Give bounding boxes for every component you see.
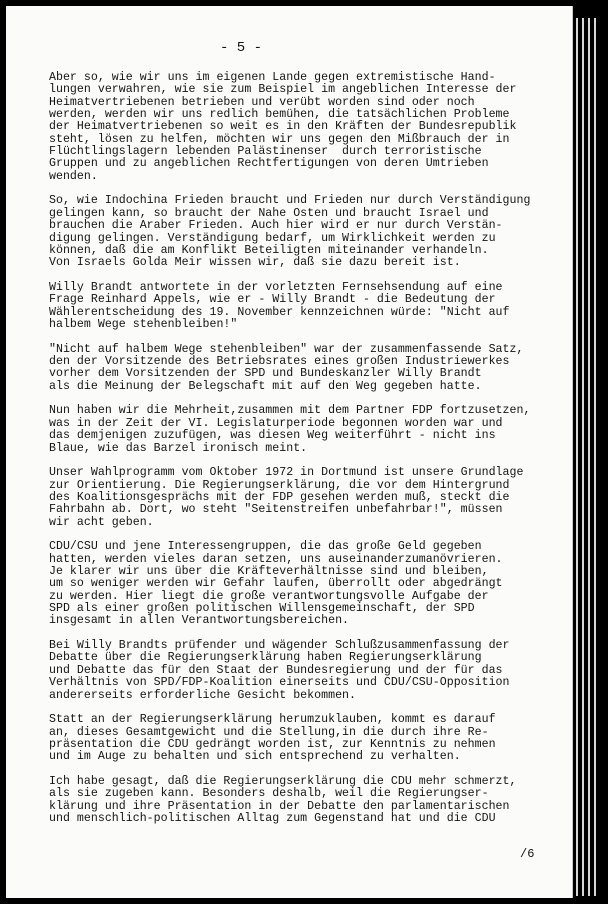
text-line: Blaue, wie das Barzel ironisch meint. <box>49 441 308 455</box>
text-line: Heimatvertriebenen betrieben und verübt worden sind oder noch <box>49 95 475 109</box>
text-line: zur Orientierung. Die Regierungserklärung, die vor dem Hintergrund <box>49 478 510 492</box>
text-line: klärung und ihre Präsentation in der Debatte den parlamentarischen <box>49 799 510 813</box>
paragraph <box>49 640 569 702</box>
text-line: hatten, werden vieles daran setzen, uns auseinanderzumanövrieren. <box>49 552 503 566</box>
continuation-mark: /6 <box>520 847 535 861</box>
text-line: als die Meinung der Belegschaft mit auf den Weg gegeben hatte. <box>49 379 482 393</box>
text-line: als sie zugeben kann. Besonders deshalb, weil die Regierungser- <box>49 787 489 801</box>
text-line: halbem Wege stehenbleiben!" <box>49 317 238 331</box>
page-stack-edge <box>594 18 596 896</box>
text-line: CDU/CSU und jene Interessengruppen, die das große Geld gegeben <box>49 540 482 554</box>
text-line: wir acht geben. <box>49 515 154 529</box>
text-line: Flüchtlingslagern lebenden Palästinenser durch terroristische <box>49 145 482 159</box>
text-line: den der Vorsitzende des Betriebsrates eines großen Industriewerkes <box>49 355 510 369</box>
page-stack-edge <box>588 18 590 896</box>
text-line: werden, werden wir uns redlich bemühen, die tatsächlichen Probleme <box>49 108 510 122</box>
text-line: Von Israels Golda Meir wissen wir, daß sie dazu bereit ist. <box>49 256 461 270</box>
paragraph <box>49 405 569 454</box>
text-line: Aber so, wie wir uns im eigenen Lande gegen extremistische Hand- <box>49 71 496 84</box>
paragraph <box>49 72 569 183</box>
paragraph <box>49 344 569 393</box>
text-line: präsentation die CDU gedrängt worden ist, zur Kenntnis zu nehmen <box>49 737 496 751</box>
text-line: Gruppen und zu angeblichen Rechtfertigungen von deren Umtrieben <box>49 157 489 171</box>
text-line: zu werden. Hier liegt die große verantwortungsvolle Aufgabe der <box>49 589 489 603</box>
page-stack-edge <box>582 18 584 896</box>
text-line: und im Auge zu behalten und sich entsprechend zu verhalten. <box>49 750 461 764</box>
text-line: der Heimatvertriebenen so weit es in den Kräften der Bundesrepublik <box>49 120 517 134</box>
text-line: Ich habe gesagt, daß die Regierungserklärung die CDU mehr schmerzt, <box>49 775 517 789</box>
text-line: brauchen die Araber Frieden. Auch hier wird er nur durch Verstän- <box>49 219 503 233</box>
text-line: und menschlich-politischen Alltag zum Gegenstand hat und die CDU <box>49 812 496 826</box>
paragraph <box>49 714 569 763</box>
text-line: Je klarer wir uns über die Kräfteverhältnisse sind und bleiben, <box>49 565 489 579</box>
text-line: um so weniger werden wir Gefahr laufen, überrollt oder abgedrängt <box>49 577 503 591</box>
text-line: Unser Wahlprogramm vom Oktober 1972 in Dortmund ist unsere Grundlage <box>49 466 524 480</box>
text-line: vorher dem Vorsitzenden der SPD und Bundeskanzler Willy Brandt <box>49 367 482 381</box>
text-line: Willy Brandt antwortete in der vorletzten Fernsehsendung auf eine <box>49 280 503 294</box>
text-line: können, daß die am Konflikt Beteiligten miteinander verhandeln. <box>49 243 489 257</box>
text-line: Statt an der Regierungserklärung herumzuklauben, kommt es darauf <box>49 713 496 727</box>
paragraph <box>49 541 569 627</box>
text-line: das demjenigen zuzufügen, was diesen Weg weiterführt - nicht ins <box>49 429 496 443</box>
text-line: an, dieses Gesamtgewicht und die Stellung,in die durch ihre Re- <box>49 725 489 739</box>
text-line: "Nicht auf halbem Wege stehenbleiben" war der zusammenfassende Satz, <box>49 342 524 356</box>
text-line: Verhältnis von SPD/FDP-Koalition einerseits und CDU/CSU-Opposition <box>49 676 510 690</box>
text-line: andererseits erforderliche Gesicht bekommen. <box>49 688 357 702</box>
text-line: Wählerentscheidung des 19. November kennzeichnen würde: "Nicht auf <box>49 305 510 319</box>
paragraph <box>49 776 569 825</box>
text-line: digung gelingen. Verständigung bedarf, um Wirklichkeit werden zu <box>49 231 496 245</box>
page-stack-edge <box>576 18 578 896</box>
text-line: steht, lösen zu helfen, möchten wir uns gegen den Mißbrauch der in <box>49 132 510 146</box>
text-line: Bei Willy Brandts prüfender und wägender Schlußzusammenfassung der <box>49 639 510 653</box>
text-line: Frage Reinhard Appels, wie er - Willy Brandt - die Bedeutung der <box>49 293 496 307</box>
page-number: - 5 - <box>220 40 263 56</box>
text-line: und Debatte das für den Staat der Bundesregierung und der für das <box>49 663 503 677</box>
text-line: SPD als einer großen politischen Willensgemeinschaft, der SPD <box>49 602 475 616</box>
paragraph <box>49 467 569 529</box>
text-line: insgesamt in allen Verantwortungsbereichen. <box>49 614 350 628</box>
text-line: wenden. <box>49 169 98 183</box>
text-line: des Koalitionsgesprächs mit der FDP gesehen werden muß, steckt die <box>49 490 510 504</box>
document-body <box>49 72 569 838</box>
text-line: lungen verwahren, wie sie zum Beispiel im angeblichen Interesse der <box>49 83 517 97</box>
text-line: So, wie Indochina Frieden braucht und Frieden nur durch Verständigung <box>49 194 531 208</box>
paragraph <box>49 282 569 331</box>
paragraph <box>49 195 569 269</box>
text-line: Nun haben wir die Mehrheit,zusammen mit dem Partner FDP fortzusetzen, <box>49 404 531 418</box>
text-line: gelingen kann, so braucht der Nahe Osten und braucht Israel und <box>49 206 489 220</box>
text-line: was in der Zeit der VI. Legislaturperiode begonnen worden war und <box>49 416 503 430</box>
text-line: Debatte über die Regierungserklärung haben Regierungserklärung <box>49 651 482 665</box>
text-line: Fahrbahn ab. Dort, wo steht "Seitenstreifen unbefahrbar!", müssen <box>49 503 503 517</box>
